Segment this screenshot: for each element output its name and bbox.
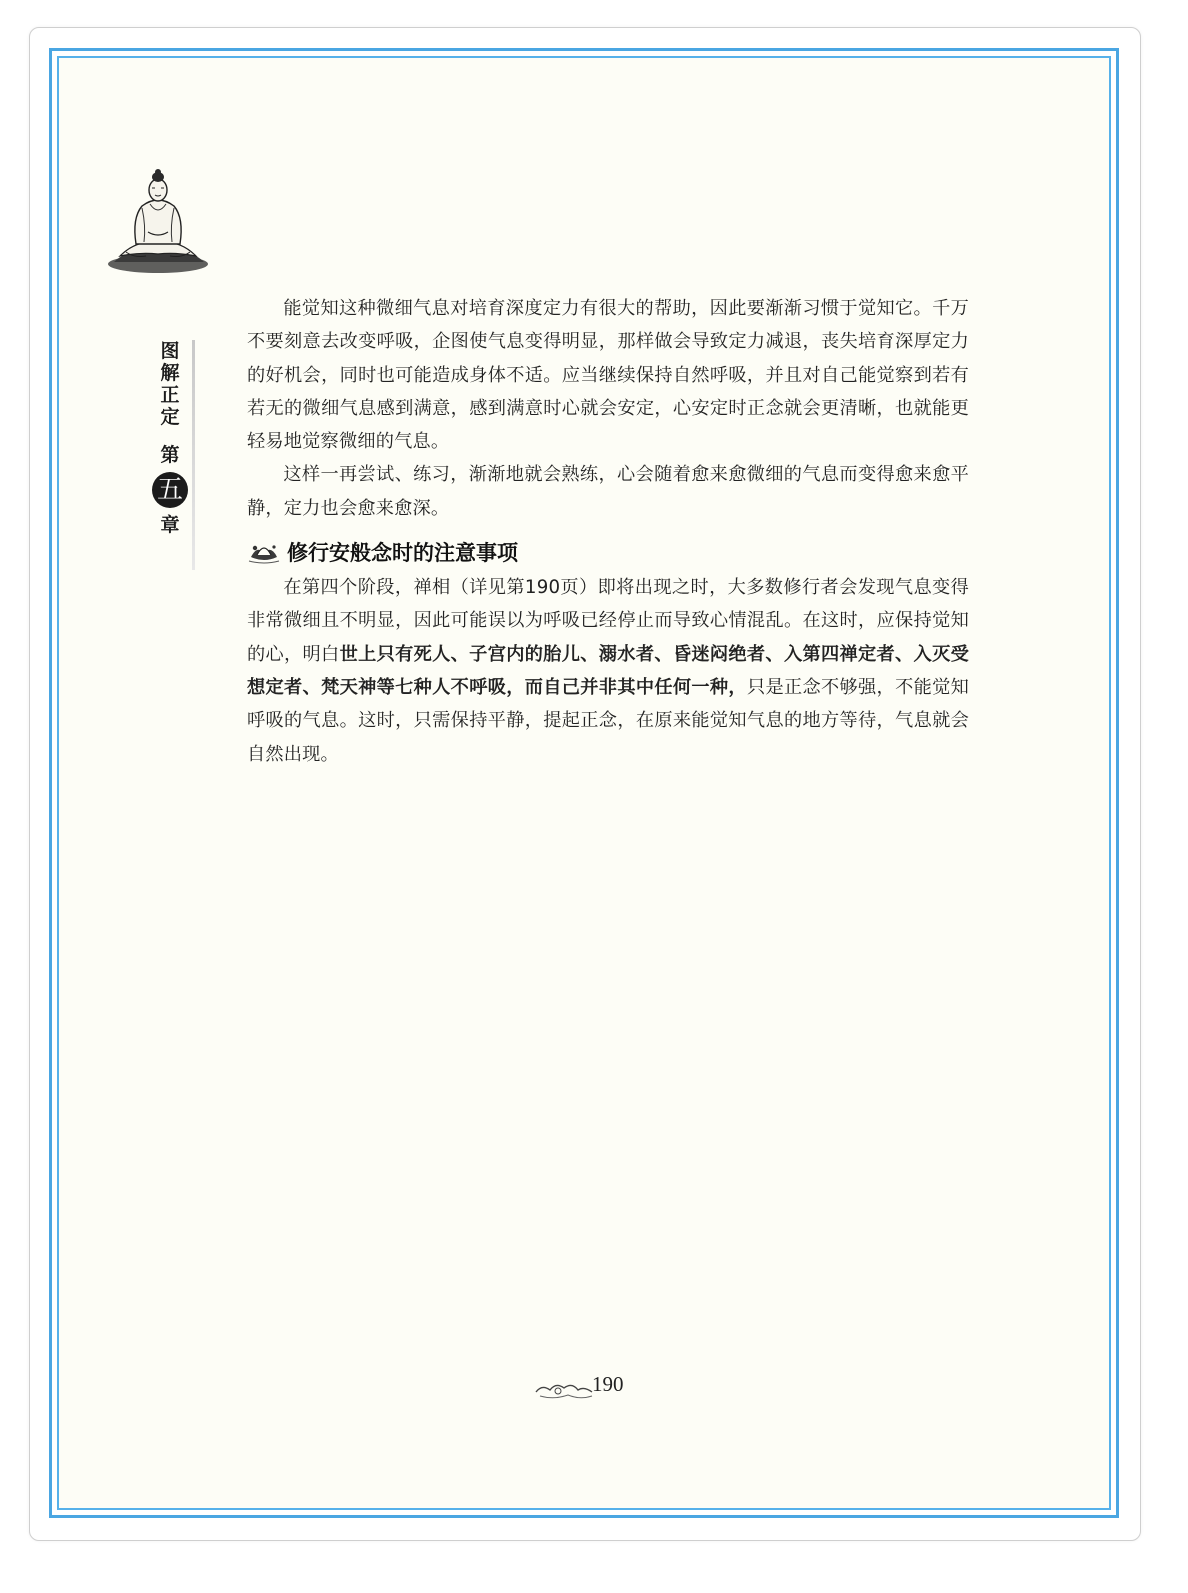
paragraph-3-start: 在第四个阶段，禅相（详见第190页）即将出现之时，大多数修行者会发现气息变得非常微细且不明显，因此可能误以为呼吸已经停止而导致心情混乱。在这时，应保持觉知的心，明白	[247, 577, 969, 665]
section-heading	[247, 537, 969, 567]
paragraph-1: 能觉知这种微细气息对培育深度定力有很大的帮助，因此要渐渐习惯于觉知它。千万不要刻意去改变呼吸，企图使气息变得明显，那样做会导致定力减退，丧失培育深厚定力的好机会，同时也可能造成身体不适。应当继续保持自然呼吸，并且对自己能觉察到若有若无的微细气息感到满意，感到满意时心就会安定，心安定时正念就会更清晰，也就能更轻易地觉察微细的气息。	[247, 298, 969, 453]
paragraph-3-end: 只是正念不够强，不能觉知呼吸的气息。这时，只需保持平静，提起正念，在原来能觉知气息的地方等待，气息就会自然出现。	[247, 676, 969, 765]
chapter-sidebar	[148, 340, 192, 536]
lotus-icon	[247, 539, 281, 565]
book-title-char: 定	[160, 406, 180, 428]
book-title-char: 解	[160, 362, 180, 384]
section-heading-text: 修行安般念时的注意事项	[287, 540, 518, 566]
chapter-number-badge: 五	[152, 472, 188, 508]
book-title-char: 图	[160, 340, 180, 362]
chapter-label-bottom: 章	[160, 514, 180, 536]
page-number: 190	[592, 1372, 624, 1396]
chapter-label-top: 第	[160, 444, 180, 466]
page-frame-inner	[57, 56, 1111, 1510]
buddha-illustration	[106, 166, 210, 276]
paragraph-3-bold: 世上只有死人、子宫内的胎儿、溺水者、昏迷闷绝者、入第四禅定者、入灭受想定者、梵天神等七种人不呼吸，而自己并非其中任何一种，	[247, 643, 969, 697]
sidebar-divider	[192, 340, 195, 570]
main-content	[247, 292, 969, 771]
paragraph-2: 这样一再尝试、练习，渐渐地就会熟练，心会随着愈来愈微细的气息而变得愈来愈平静，定力也会愈来愈深。	[247, 464, 969, 519]
cloud-ornament-icon	[534, 1378, 594, 1402]
page-footer	[534, 1372, 644, 1406]
paragraph-3	[247, 571, 969, 771]
book-title-char: 正	[160, 384, 180, 406]
